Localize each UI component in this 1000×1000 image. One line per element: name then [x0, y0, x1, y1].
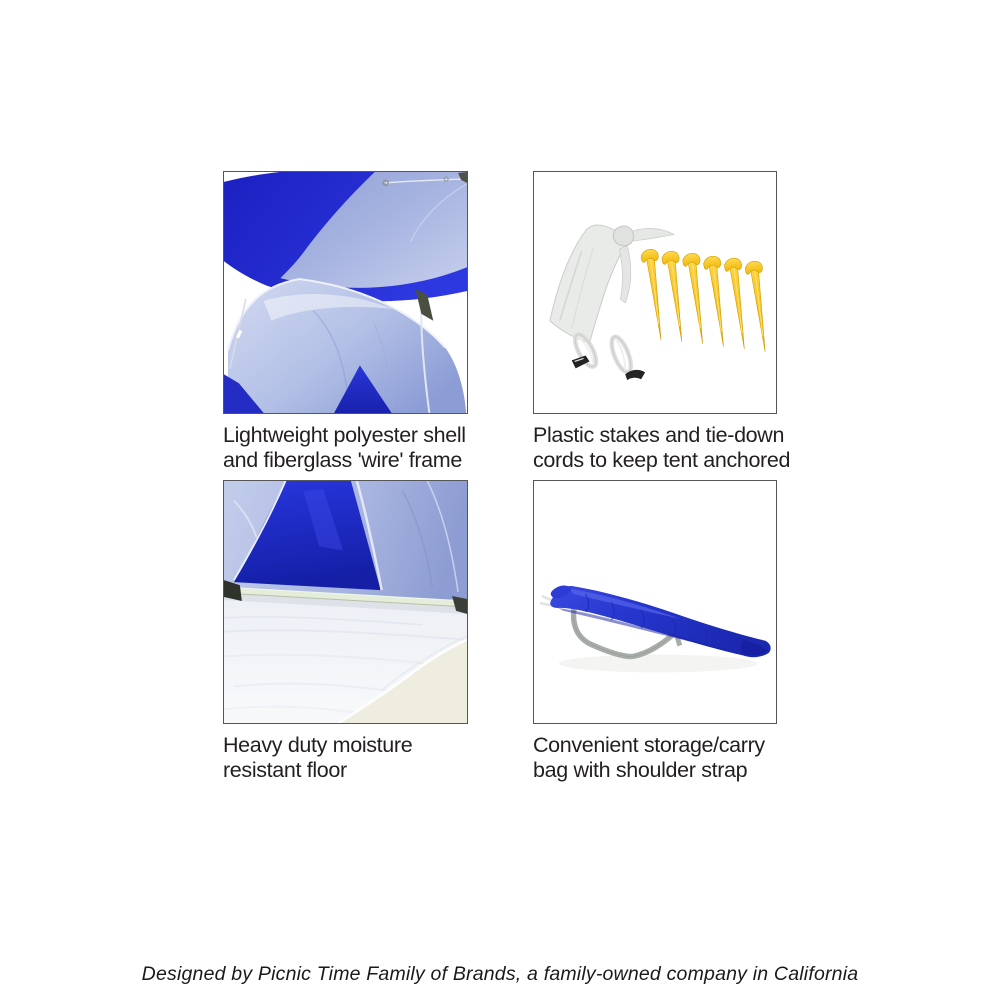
caption-stakes: [533, 423, 790, 473]
caption-line: bag with shoulder strap: [533, 758, 748, 782]
photo-frame-stakes: [533, 171, 777, 414]
caption-line: Heavy duty moisture: [223, 733, 413, 757]
feature-bag: [533, 480, 777, 783]
feature-stakes: [533, 171, 790, 473]
stakes-and-cords-photo: [534, 172, 776, 413]
tent-floor-photo: [224, 481, 467, 723]
caption-line: and fiberglass 'wire' frame: [223, 448, 462, 472]
caption-floor: [223, 733, 468, 783]
photo-frame-shell: [223, 171, 468, 414]
feature-shell: [223, 171, 468, 473]
feature-floor: [223, 480, 468, 783]
upper-canopy-illustration: [224, 172, 467, 301]
photo-frame-floor: [223, 480, 468, 724]
caption-line: Plastic stakes and tie-down: [533, 423, 785, 447]
bag-shadow: [559, 655, 757, 673]
caption-line: resistant floor: [223, 758, 347, 782]
caption-line: Lightweight polyester shell: [223, 423, 466, 447]
carry-bag-photo: [534, 481, 776, 723]
caption-line: cords to keep tent anchored: [533, 448, 791, 472]
photo-frame-bag: [533, 480, 777, 724]
caption-line: Convenient storage/carry: [533, 733, 765, 757]
tent-canopy-photo: [224, 172, 467, 413]
caption-bag: [533, 733, 777, 783]
footer-note: Designed by Picnic Time Family of Brands, a family-owned company in California: [141, 963, 859, 985]
caption-shell: [223, 423, 468, 473]
